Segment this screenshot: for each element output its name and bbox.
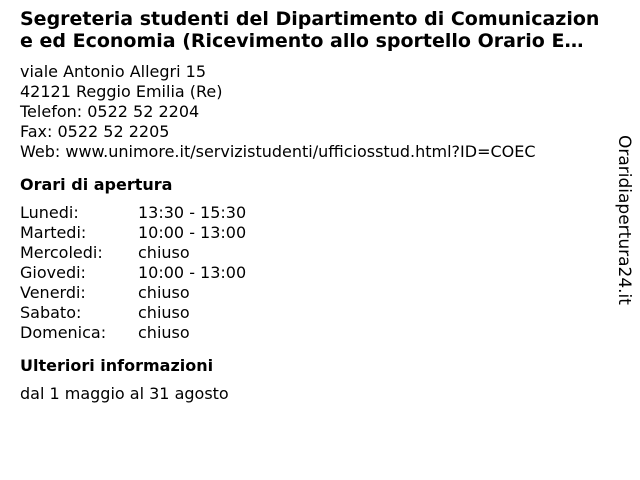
hours-day: Lunedi:: [20, 203, 79, 222]
web-link[interactable]: Web: www.unimore.it/servizistudenti/ufficiosstud.html?ID=COEC: [20, 142, 536, 161]
phone-number[interactable]: Telefon: 0522 52 2204: [20, 102, 200, 121]
hours-time: chiuso: [138, 303, 190, 322]
hours-row: [20, 303, 612, 323]
hours-time: 13:30 - 15:30: [138, 203, 247, 222]
hours-day: Venerdi:: [20, 283, 86, 302]
hours-row: [20, 263, 612, 283]
hours-row: [20, 223, 612, 243]
hours-row: [20, 203, 612, 223]
page-content: [20, 8, 612, 404]
city-address: 42121 Reggio Emilia (Re): [20, 82, 223, 101]
address-block: [20, 62, 612, 162]
opening-hours-heading: Orari di apertura: [20, 175, 173, 194]
street-address: viale Antonio Allegri 15: [20, 62, 207, 81]
hours-day: Martedi:: [20, 223, 87, 242]
hours-day: Sabato:: [20, 303, 82, 322]
hours-time: 10:00 - 13:00: [138, 263, 247, 282]
brand-watermark: Oraridiapertura24.it: [614, 135, 634, 305]
hours-row: [20, 323, 612, 343]
hours-row: [20, 283, 612, 303]
hours-time: chiuso: [138, 323, 190, 342]
page-title: Segreteria studenti del Dipartimento di Comunicazione ed Economia (Ricevimento allo sportello Orario E…: [20, 8, 600, 52]
more-info-heading: Ulteriori informazioni: [20, 356, 214, 375]
hours-day: Giovedi:: [20, 263, 86, 282]
hours-day: Mercoledi:: [20, 243, 103, 262]
hours-time: 10:00 - 13:00: [138, 223, 247, 242]
hours-row: [20, 243, 612, 263]
opening-hours-table: [20, 203, 612, 343]
fax-number: Fax: 0522 52 2205: [20, 122, 170, 141]
hours-day: Domenica:: [20, 323, 107, 342]
hours-time: chiuso: [138, 283, 190, 302]
more-info-text: dal 1 maggio al 31 agosto: [20, 384, 229, 403]
hours-time: chiuso: [138, 243, 190, 262]
